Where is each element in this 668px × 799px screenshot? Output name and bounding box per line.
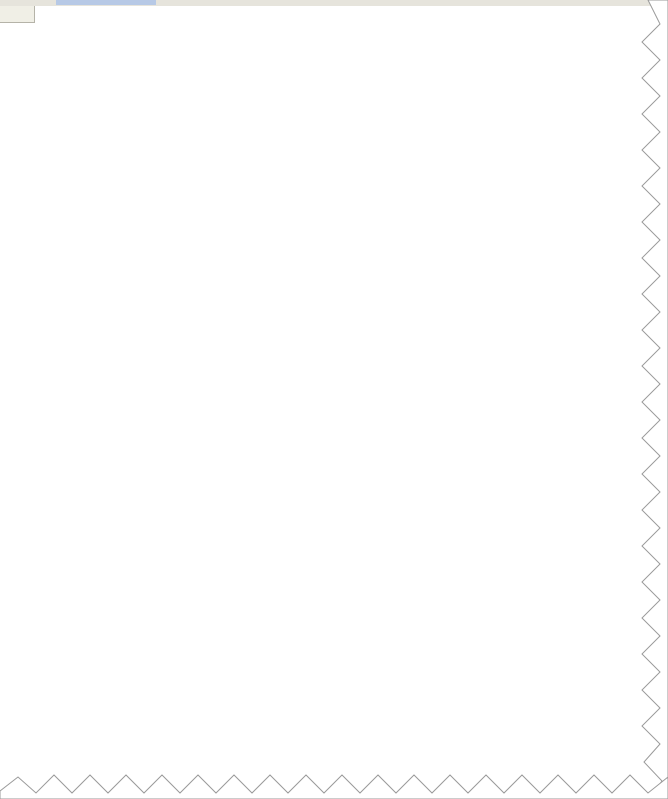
torn-edge-bottom bbox=[0, 769, 668, 799]
toolbar-strip bbox=[0, 0, 668, 6]
select-all-corner[interactable] bbox=[0, 6, 35, 23]
torn-edge-right bbox=[628, 0, 668, 799]
selected-tab bbox=[56, 0, 156, 5]
